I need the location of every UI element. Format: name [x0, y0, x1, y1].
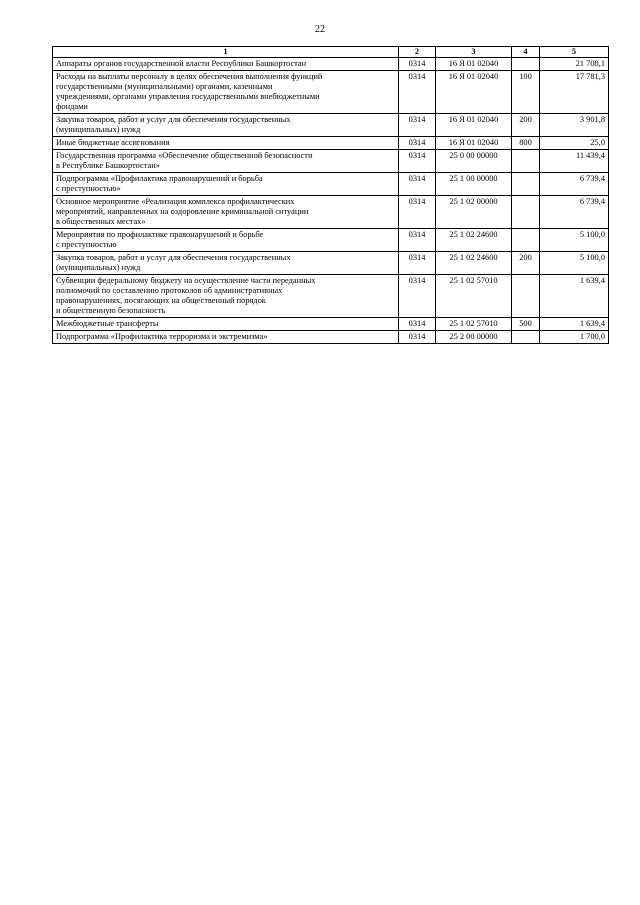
column-header: 3: [436, 47, 512, 58]
row-name-cell: Межбюджетные трансферты: [53, 318, 399, 331]
table-row: [53, 196, 609, 229]
row-name-cell: Иные бюджетные ассигнования: [53, 137, 399, 150]
row-section-cell: 0314: [399, 331, 436, 344]
row-target-article-cell: 25 1 02 57010: [436, 275, 512, 318]
row-expense-type-cell: [512, 275, 540, 318]
row-target-article-cell: 25 1 02 57010: [436, 318, 512, 331]
row-expense-type-cell: 800: [512, 137, 540, 150]
row-section-cell: 0314: [399, 229, 436, 252]
row-target-article-cell: 16 Я 01 02040: [436, 71, 512, 114]
column-header: 5: [540, 47, 609, 58]
table-body: [53, 58, 609, 344]
row-expense-type-cell: 200: [512, 114, 540, 137]
row-target-article-cell: 25 1 00 00000: [436, 173, 512, 196]
row-expense-type-cell: [512, 331, 540, 344]
column-header: 1: [53, 47, 399, 58]
row-name-cell: Расходы на выплаты персоналу в целях обеспечения выполнения функций государственными (муниципальными) органами, казенными учреждениями, органами управления государственными внебюджетными фондами: [53, 71, 399, 114]
row-section-cell: 0314: [399, 318, 436, 331]
row-amount-cell: 1 700,0: [540, 331, 609, 344]
row-amount-cell: 1 639,4: [540, 318, 609, 331]
row-expense-type-cell: 100: [512, 71, 540, 114]
table-row: [53, 252, 609, 275]
row-section-cell: 0314: [399, 58, 436, 71]
table-row: [53, 275, 609, 318]
row-expense-type-cell: [512, 229, 540, 252]
table-row: [53, 331, 609, 344]
row-section-cell: 0314: [399, 173, 436, 196]
row-section-cell: 0314: [399, 71, 436, 114]
row-amount-cell: 21 708,1: [540, 58, 609, 71]
row-name-cell: Закупка товаров, работ и услуг для обеспечения государственных (муниципальных) нужд: [53, 252, 399, 275]
row-target-article-cell: 25 1 02 24600: [436, 229, 512, 252]
row-amount-cell: 6 739,4: [540, 196, 609, 229]
row-section-cell: 0314: [399, 114, 436, 137]
row-expense-type-cell: 500: [512, 318, 540, 331]
row-amount-cell: 3 901,8: [540, 114, 609, 137]
table-row: [53, 173, 609, 196]
row-amount-cell: 1 639,4: [540, 275, 609, 318]
row-target-article-cell: 25 1 02 24600: [436, 252, 512, 275]
row-target-article-cell: 25 1 02 00000: [436, 196, 512, 229]
row-name-cell: Подпрограмма «Профилактика терроризма и экстремизма»: [53, 331, 399, 344]
table-row: [53, 150, 609, 173]
budget-table: [52, 46, 609, 344]
table-row: [53, 114, 609, 137]
page-number: 22: [315, 24, 325, 35]
row-section-cell: 0314: [399, 196, 436, 229]
table-row: [53, 71, 609, 114]
row-amount-cell: 5 100,0: [540, 229, 609, 252]
row-expense-type-cell: [512, 150, 540, 173]
row-amount-cell: 11 439,4: [540, 150, 609, 173]
row-amount-cell: 6 739,4: [540, 173, 609, 196]
row-name-cell: Государственная программа «Обеспечение общественной безопасности в Республике Башкортостан»: [53, 150, 399, 173]
row-target-article-cell: 16 Я 01 02040: [436, 114, 512, 137]
row-name-cell: Закупка товаров, работ и услуг для обеспечения государственных (муниципальных) нужд: [53, 114, 399, 137]
row-expense-type-cell: [512, 173, 540, 196]
row-expense-type-cell: [512, 58, 540, 71]
row-name-cell: Субвенции федеральному бюджету на осуществление части переданных полномочий по составлению протоколов об административных правонарушениях, посягающих на общественный порядок и общественную безопасность: [53, 275, 399, 318]
row-name-cell: Мероприятия по профилактике правонарушений и борьбе с преступностью: [53, 229, 399, 252]
row-section-cell: 0314: [399, 137, 436, 150]
column-header: 2: [399, 47, 436, 58]
row-target-article-cell: 25 2 00 00000: [436, 331, 512, 344]
table-header-row: [53, 47, 609, 58]
row-expense-type-cell: 200: [512, 252, 540, 275]
table-row: [53, 318, 609, 331]
row-amount-cell: 17 781,3: [540, 71, 609, 114]
row-target-article-cell: 16 Я 01 02040: [436, 58, 512, 71]
row-amount-cell: 5 100,0: [540, 252, 609, 275]
table-row: [53, 58, 609, 71]
row-name-cell: Подпрограмма «Профилактика правонарушений и борьба с преступностью»: [53, 173, 399, 196]
row-section-cell: 0314: [399, 150, 436, 173]
row-amount-cell: 25,0: [540, 137, 609, 150]
table-row: [53, 137, 609, 150]
row-name-cell: Основное мероприятие «Реализация комплекса профилактических мероприятий, направленных на оздоровление криминальной ситуации в общественных местах»: [53, 196, 399, 229]
row-name-cell: Аппараты органов государственной власти Республики Башкортостан: [53, 58, 399, 71]
row-section-cell: 0314: [399, 252, 436, 275]
row-expense-type-cell: [512, 196, 540, 229]
table-row: [53, 229, 609, 252]
row-section-cell: 0314: [399, 275, 436, 318]
column-header: 4: [512, 47, 540, 58]
row-target-article-cell: 25 0 00 00000: [436, 150, 512, 173]
row-target-article-cell: 16 Я 01 02040: [436, 137, 512, 150]
